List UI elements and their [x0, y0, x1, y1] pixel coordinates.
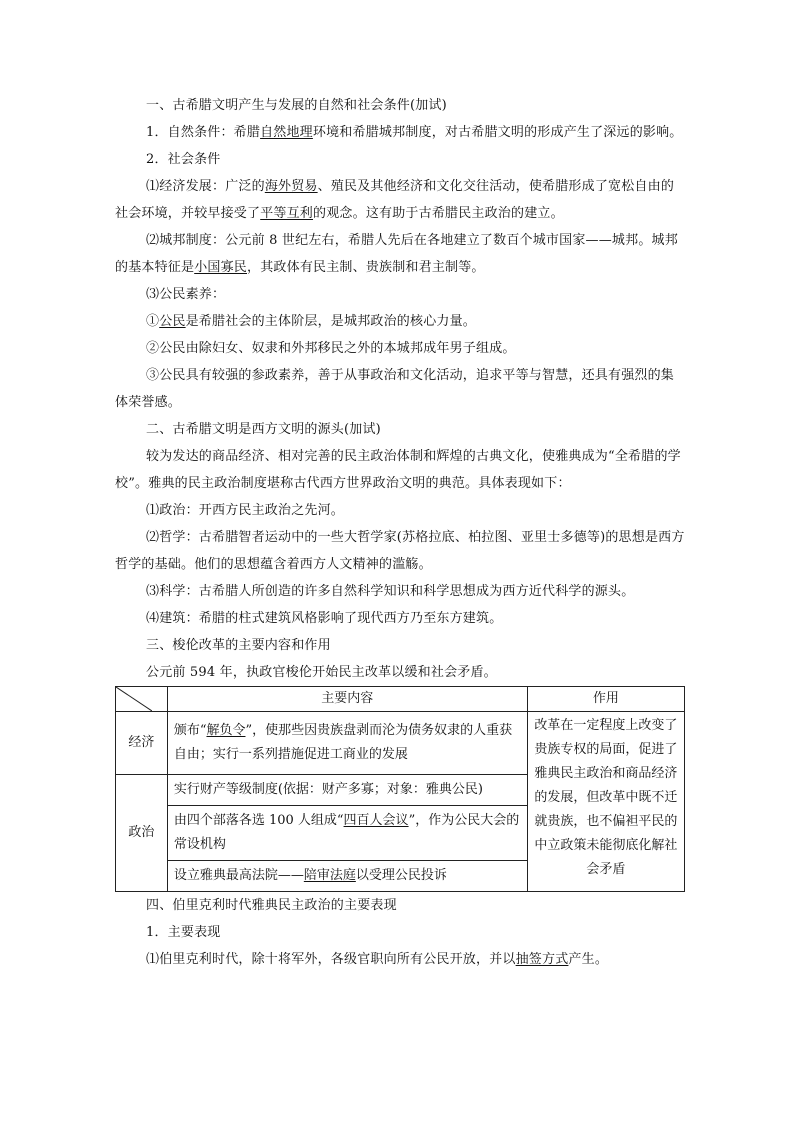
architecture-point: ⑷建筑：希腊的柱式建筑风格影响了现代西方乃至东方建筑。: [146, 611, 503, 626]
citizen-point-3: ③公民具有较强的参政素养，善于从事政治和文化活动，追求平等与智慧，还具有强烈的集体荣誉感。: [115, 368, 675, 410]
politics-content-2: 由四个部落各选 100 人组成“四百人会议”，作为公民大会的常设机构: [167, 806, 527, 861]
column-header-content: 主要内容: [167, 687, 527, 712]
philosophy-point: ⑵哲学：古希腊智者运动中的一些大哲学家(苏格拉底、柏拉图、亚里士多德等)的思想是西方哲学的基础。他们的思想蕴含着西方人文精神的滥觞。: [115, 530, 685, 572]
section-2-heading: 二、古希腊文明是西方文明的源头(加试): [146, 422, 381, 437]
category-economy: 经济: [116, 712, 168, 775]
section-1-heading: 一、古希腊文明产生与发展的自然和社会条件(加试): [146, 98, 447, 113]
section-3-heading: 三、梭伦改革的主要内容和作用: [146, 638, 331, 653]
citizen-quality-heading: ⑶公民素养：: [146, 287, 226, 302]
section-2-intro: 较为发达的商品经济、相对完善的民主政治体制和辉煌的古典文化，使雅典成为“全希腊的学校”。雅典的民主政治制度堪称古代西方世界政治文明的典范。具体表现如下：: [115, 449, 681, 491]
section-4-point-1: ⑴伯里克利时代，除十将军外，各级官职向所有公民开放，并以抽签方式产生。: [146, 952, 609, 967]
politics-content-1: 实行财产等级制度(依据：财产多寡；对象：雅典公民): [167, 775, 527, 806]
science-point: ⑶科学：古希腊人所创造的许多自然科学知识和科学思想成为西方近代科学的源头。: [146, 584, 635, 599]
diagonal-line-icon: [116, 687, 152, 711]
citizen-point-2: ②公民由除妇女、奴隶和外邦移民之外的本城邦成年男子组成。: [146, 341, 516, 356]
table-row: [116, 712, 685, 775]
natural-conditions: 1．自然条件：希腊自然地理环境和希腊城邦制度，对古希腊文明的形成产生了深远的影响。: [146, 125, 683, 140]
table-header-row: [116, 687, 685, 712]
column-header-effect: 作用: [527, 687, 684, 712]
reform-effect: 改革在一定程度上改变了贵族专权的局面，促进了雅典民主政治和商品经济的发展，但改革中既不迁就贵族，也不偏袒平民的中立政策未能彻底化解社会矛盾: [527, 712, 684, 892]
solon-reform-table: [115, 686, 685, 892]
politics-content-3: 设立雅典最高法院——陪审法庭以受理公民投诉: [167, 861, 527, 892]
section-4-heading: 四、伯里克利时代雅典民主政治的主要表现: [146, 898, 397, 913]
document-page: [115, 92, 685, 973]
section-3-intro: 公元前 594 年，执政官梭伦开始民主改革以缓和社会矛盾。: [146, 665, 497, 680]
economic-development: ⑴经济发展：广泛的海外贸易、殖民及其他经济和文化交往活动，使希腊形成了宽松自由的社会环境，并较早接受了平等互利的观念。这有助于古希腊民主政治的建立。: [115, 179, 675, 221]
citizen-point-1: ①公民是希腊社会的主体阶层，是城邦政治的核心力量。: [146, 314, 477, 329]
category-politics: 政治: [116, 775, 168, 892]
social-conditions-heading: 2．社会条件: [146, 152, 221, 167]
table-corner-cell: [116, 687, 168, 712]
economy-content: 颁布“解负令”，使那些因贵族盘剥而沦为债务奴隶的人重获自由；实行一系列措施促进工商业的发展: [167, 712, 527, 775]
politics-point: ⑴政治：开西方民主政治之先河。: [146, 503, 345, 518]
polis-system: ⑵城邦制度：公元前 8 世纪左右，希腊人先后在各地建立了数百个城市国家——城邦。城邦的基本特征是小国寡民，其政体有民主制、贵族制和君主制等。: [115, 233, 678, 275]
section-4-subheading: 1．主要表现: [146, 925, 221, 940]
